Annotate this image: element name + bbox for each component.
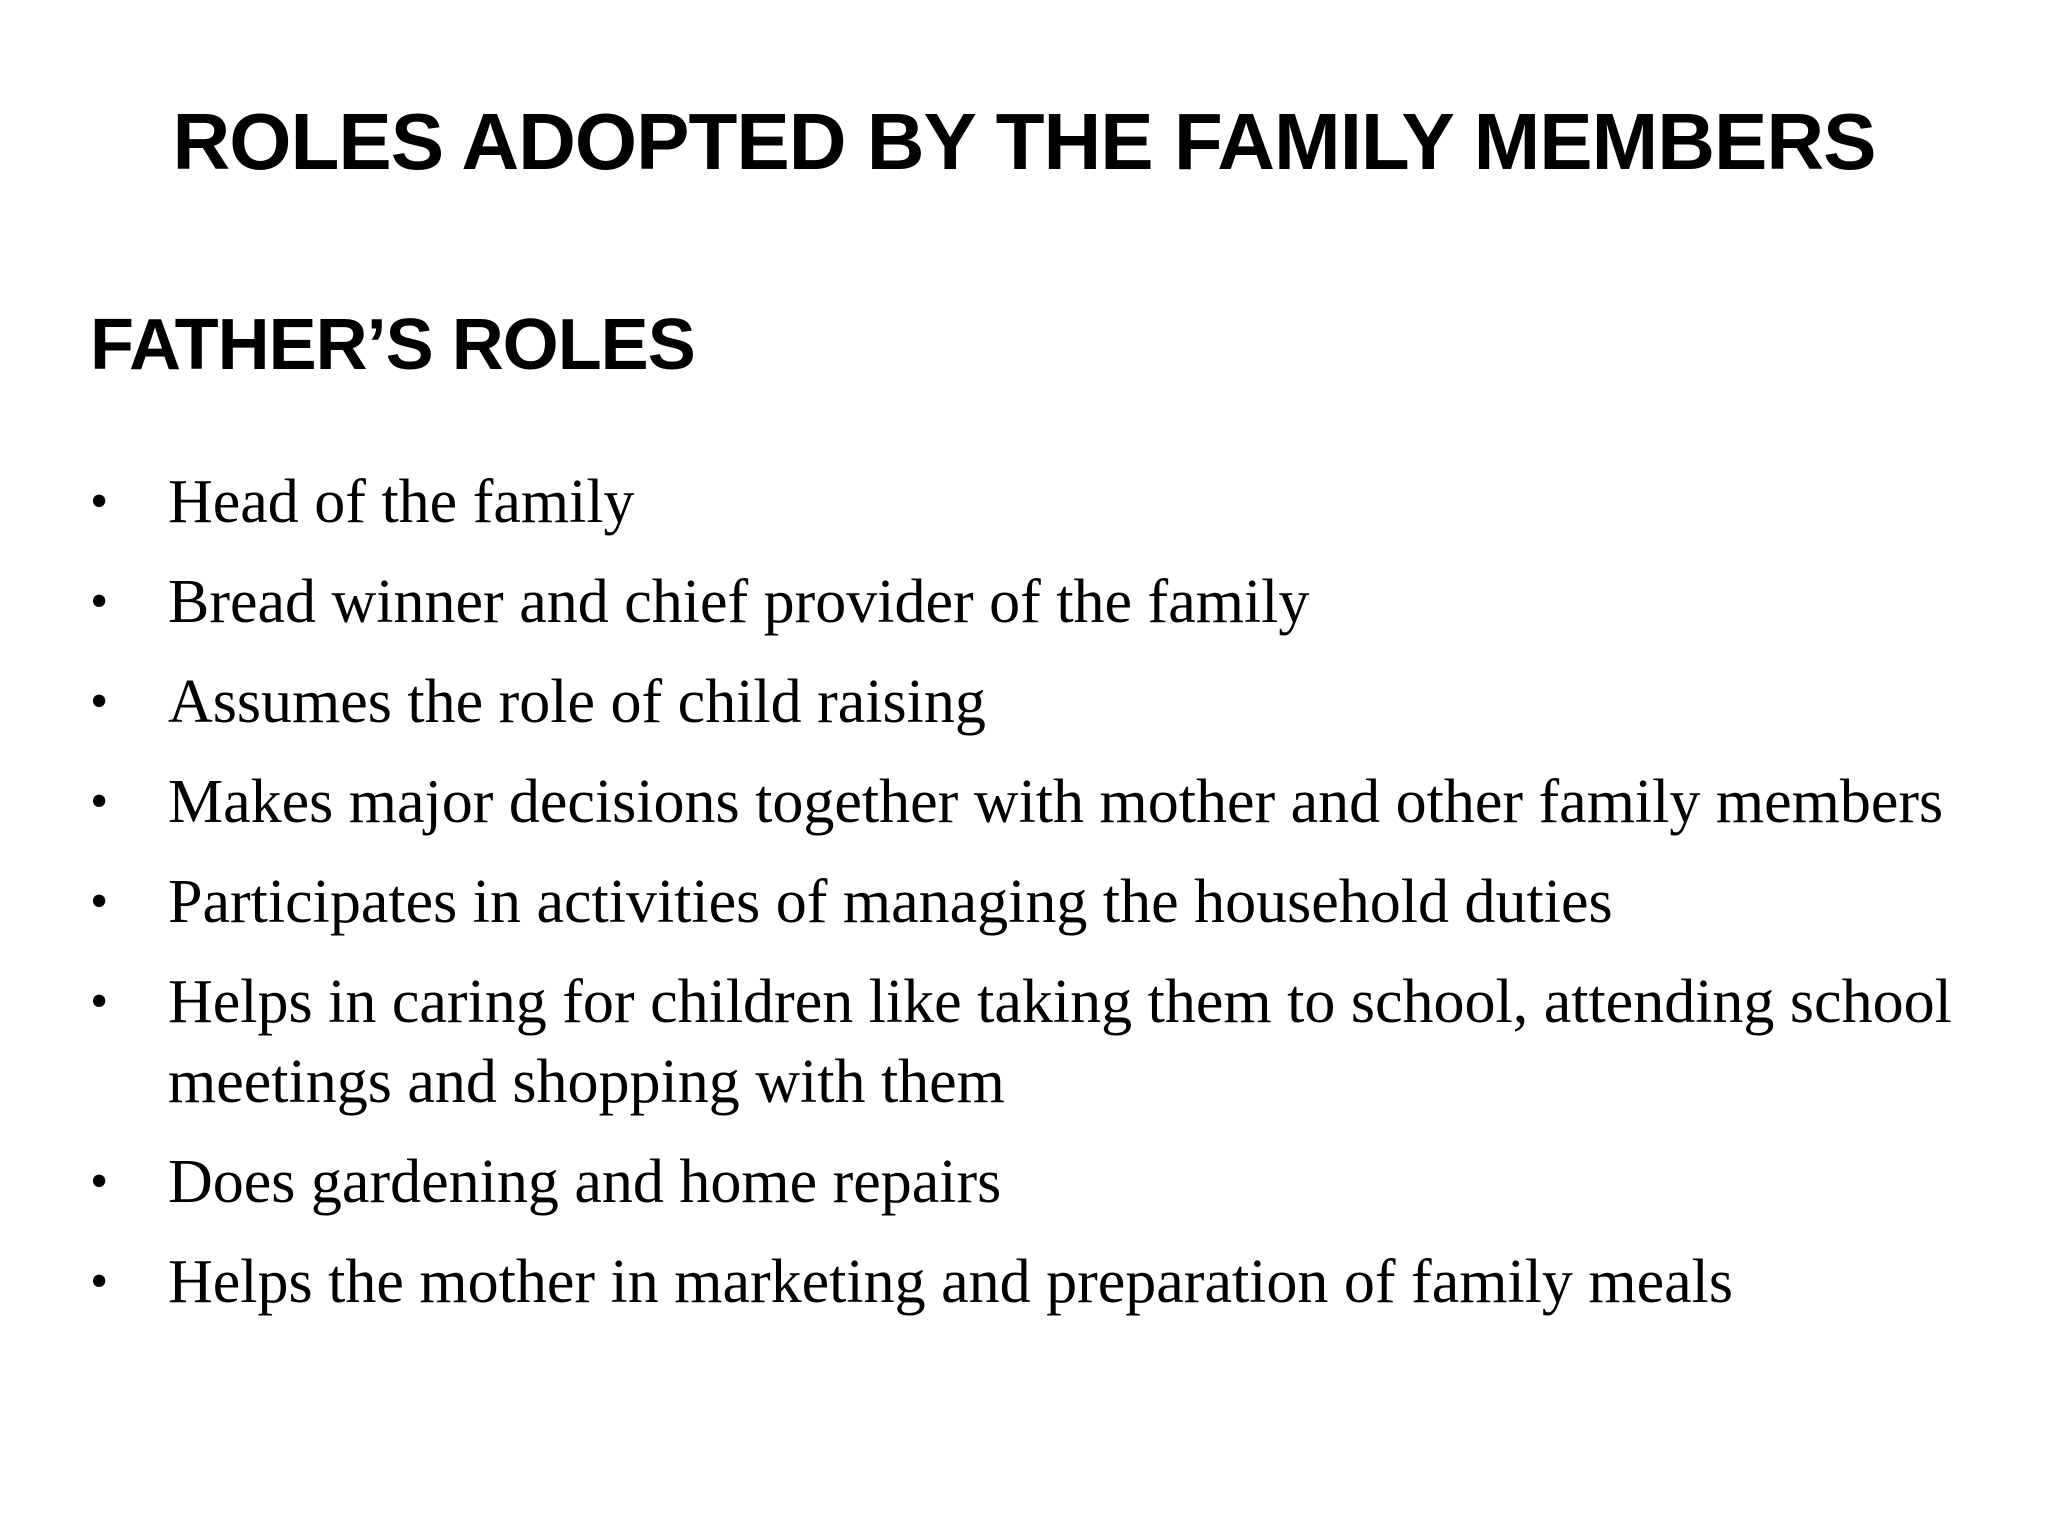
bullet-icon: • — [90, 573, 109, 630]
bullet-item — [90, 662, 1990, 742]
bullet-text: Head of the family — [168, 468, 635, 536]
bullet-item — [90, 1142, 1990, 1222]
bullet-text: Participates in activities of managing the household duties — [168, 868, 1613, 936]
bullet-icon: • — [90, 473, 109, 530]
bullet-text: Assumes the role of child raising — [168, 668, 986, 736]
section-heading: FATHER’S ROLES — [90, 305, 695, 385]
bullet-icon: • — [90, 873, 109, 930]
bullet-item — [90, 762, 1990, 842]
bullet-item — [90, 462, 1990, 542]
bullet-text: Makes major decisions together with mother and other family members — [168, 768, 1944, 836]
bullet-icon: • — [90, 1253, 109, 1310]
bullet-icon: • — [90, 673, 109, 730]
bullet-list — [90, 462, 1990, 1342]
bullet-icon: • — [90, 1153, 109, 1210]
bullet-item — [90, 1242, 1990, 1322]
bullet-icon: • — [90, 773, 109, 830]
bullet-icon: • — [90, 973, 109, 1030]
bullet-item — [90, 862, 1990, 942]
bullet-text: Helps the mother in marketing and preparation of family meals — [168, 1248, 1734, 1316]
slide-title: ROLES ADOPTED BY THE FAMILY MEMBERS — [172, 97, 1876, 186]
bullet-item — [90, 562, 1990, 642]
bullet-item — [90, 962, 1990, 1122]
bullet-text: Bread winner and chief provider of the family — [168, 568, 1310, 636]
bullet-text: Helps in caring for children like taking them to school, attending school meetings and shopping with them — [168, 968, 1952, 1116]
bullet-text: Does gardening and home repairs — [168, 1148, 1002, 1216]
